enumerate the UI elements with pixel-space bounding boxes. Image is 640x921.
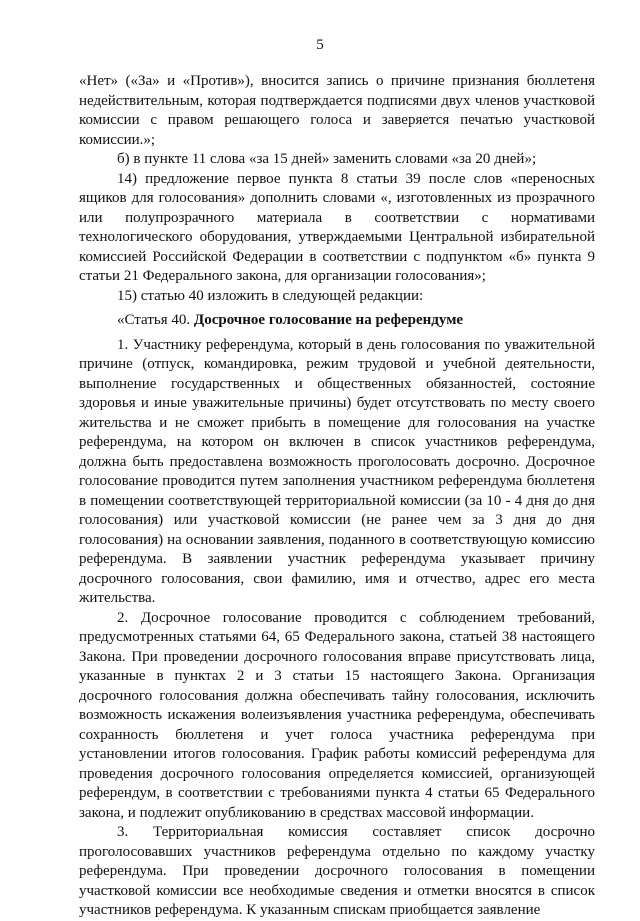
- article-clause-1: 1. Участнику референдума, который в день голосования по уважительной причине (отпуск, командировка, режим трудовой и учебной деятельности, выполнение государственных и общественных обязанностей, состояние здоровья и иные уважительные причины) будет отсутствовать по месту своего жительства и не сможет прибыть в помещение для голосования на участке референдума, на котором он включен в список участников референдума, должна быть предоставлена возможность проголосовать досрочно. Досрочное голосование проводится путем заполнения участником референдума бюллетеня в помещении соответствующей территориальной комиссии (за 10 - 4 дня до дня голосования) или участковой комиссии (не ранее чем за 3 дня до дня голосования) на основании заявления, поданного в соответствующую комиссию референдума. В заявлении участник референдума указывает причину досрочного голосования, свои фамилию, имя и отчество, адрес его места жительства.: [79, 336, 595, 606]
- page-number: 5: [316, 37, 324, 53]
- article-clause-3: 3. Территориальная комиссия составляет список досрочно проголосовавших участников референдума отдельно по каждому участку референдума. При проведении досрочного голосования в помещении участковой комиссии все необходимые сведения и отметки вносятся в список участников референдума. К указанным спискам приобщается заявление: [79, 824, 595, 918]
- paragraph-continuation: «Нет» («За» и «Против»), вносится запись о причине признания бюллетеня недействительным, которая подтверждается подписями двух членов участковой комиссии с правом решающего голоса и заверяется печатью участковой комиссии.»;: [79, 73, 595, 148]
- article-clause-2: 2. Досрочное голосование проводится с соблюдением требований, предусмотренных статьями 64, 65 Федерального закона, статьей 38 настоящего Закона. При проведении досрочного голосования вправе присутствовать лица, указанные в пунктах 2 и 3 статьи 15 настоящего Закона. Организация досрочного голосования должна обеспечивать тайну голосования, исключить возможность искажения волеизъявления участника референдума, обеспечивать сохранность бюллетеня и учет голоса участника референдума при установлении итогов голосования. График работы комиссий референдума для проведения досрочного голосования определяется комиссией, организующей референдум, в соответствии с требованиями пункта 4 статьи 65 Федерального закона, и подлежит опубликованию в средствах массовой информации.: [79, 609, 595, 821]
- paragraph-amendment-15: 15) статью 40 изложить в следующей редакции:: [117, 287, 424, 304]
- document-body: [79, 72, 595, 921]
- paragraph-amendment-14: 14) предложение первое пункта 8 статьи 39 после слов «переносных ящиков для голосования» дополнить словами «, изготовленных из прозрачного или полупрозрачного материала в соответствии с нормативами технологического оборудования, утверждаемыми Центральной избирательной комиссией Российской Федерации в соответствии с подпунктом «б» пункта 9 статьи 21 Федерального закона, для организации голосования»;: [79, 170, 595, 284]
- article-title: Досрочное голосование на референдуме: [193, 312, 464, 328]
- paragraph-amendment-b: б) в пункте 11 слова «за 15 дней» заменить словами «за 20 дней»;: [117, 151, 537, 167]
- article-heading: [79, 311, 595, 331]
- article-number: «Статья 40.: [117, 312, 194, 328]
